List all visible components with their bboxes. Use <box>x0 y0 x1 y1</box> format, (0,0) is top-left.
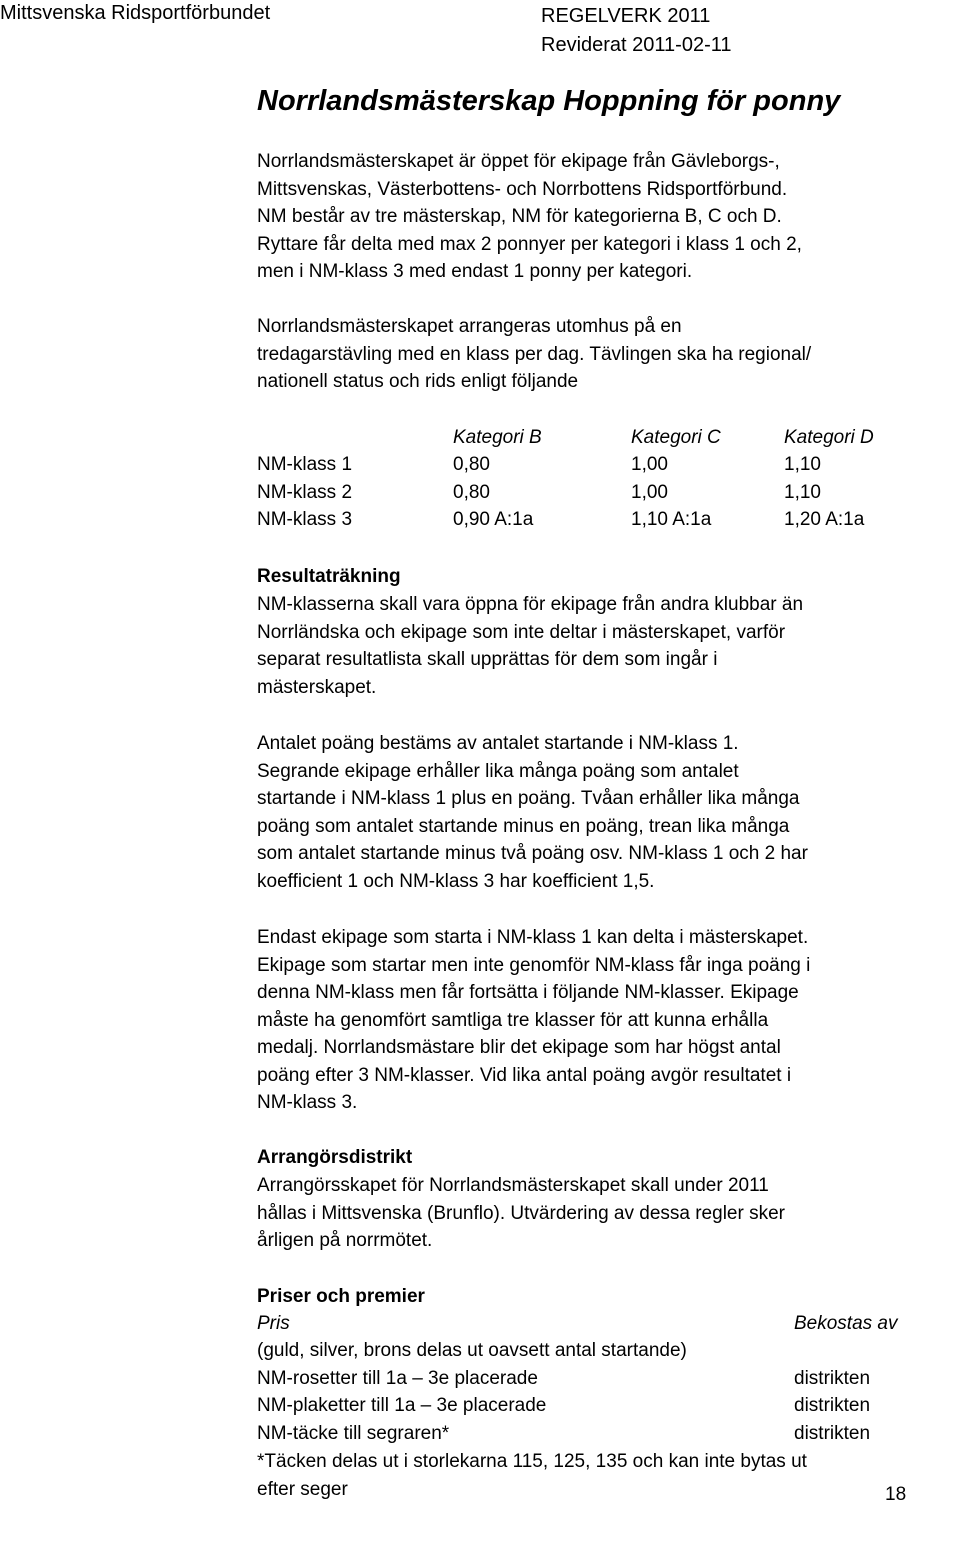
district-paragraph <box>257 1172 785 1255</box>
paid-by-cell: distrikten <box>794 1422 871 1444</box>
text-line: *Täcken delas ut i storlekarna 115, 125, 135 och kan inte bytas ut <box>257 1451 807 1472</box>
text-line: koefficient 1 och NM-klass 3 har koefficient 1,5. <box>257 870 655 892</box>
page-number: 18 <box>885 1484 907 1505</box>
text-line: Norrländska och ekipage som inte deltar i mästerskapet, varför <box>257 621 786 643</box>
text-line: Arrangörsskapet för Norrlandsmästerskapet skall under 2011 <box>257 1175 769 1196</box>
table-header-cell: Kategori D <box>784 426 874 448</box>
table-row <box>257 1365 898 1393</box>
table-cell: 0,90 A:1a <box>453 509 534 531</box>
text-line: Endast ekipage som starta i NM-klass 1 kan delta i mästerskapet. <box>257 927 809 948</box>
text-line: startande i NM-klass 1 plus en poäng. Tvåan erhåller lika många <box>257 788 800 809</box>
text-line: poäng som antalet startande minus en poäng, trean lika många <box>257 815 790 837</box>
table-row <box>257 452 874 480</box>
prize-cell: NM-täcke till segraren* <box>257 1422 450 1444</box>
table-cell: 1,20 A:1a <box>784 509 865 531</box>
text-line: efter seger <box>257 1478 348 1500</box>
table-cell: 1,00 <box>631 481 668 503</box>
prize-cell: NM-plaketter till 1a – 3e placerade <box>257 1395 547 1417</box>
text-line: Segrande ekipage erhåller lika många poäng som antalet <box>257 760 739 782</box>
table-header-row <box>257 1310 898 1338</box>
prize-cell: (guld, silver, brons delas ut oavsett antal startande) <box>257 1340 687 1362</box>
paid-by-cell: distrikten <box>794 1395 871 1417</box>
table-cell: 0,80 <box>453 454 490 476</box>
category-height-table <box>257 424 874 534</box>
text-line: medalj. Norrlandsmästare blir det ekipage som har högst antal <box>257 1037 781 1058</box>
table-cell: 1,10 <box>784 454 821 476</box>
prizes-heading: Priser och premier <box>257 1286 425 1307</box>
text-line: mästerskapet. <box>257 676 377 698</box>
table-cell: NM-klass 3 <box>257 509 353 531</box>
arrangement-paragraph <box>257 313 811 396</box>
text-line: hållas i Mittsvenska (Brunflo). Utvärdering av dessa regler sker <box>257 1202 785 1224</box>
text-line: Ekipage som startar men inte genomför NM-klass får inga poäng i <box>257 954 811 976</box>
table-header-cell: Kategori B <box>453 426 542 448</box>
paid-by-cell: distrikten <box>794 1367 871 1389</box>
text-line: Mittsvenskas, Västerbottens- och Norrbottens Ridsportförbund. <box>257 178 788 200</box>
results-heading: Resultaträkning <box>257 566 401 587</box>
text-line: måste ha genomfört samtliga tre klasser för att kunna erhålla <box>257 1009 769 1031</box>
table-row <box>257 1420 898 1448</box>
text-line: NM-klasserna skall vara öppna för ekipage från andra klubbar än <box>257 594 804 615</box>
header-right <box>541 2 732 60</box>
text-line: nationell status och rids enligt följande <box>257 371 579 392</box>
district-heading: Arrangörsdistrikt <box>257 1147 413 1168</box>
text-line: tredagarstävling med en klass per dag. Tävlingen ska ha regional/ <box>257 343 812 365</box>
text-line: Norrlandsmästerskapet arrangeras utomhus på en <box>257 316 682 337</box>
table-header-cell <box>257 424 453 452</box>
text-line: som antalet startande minus två poäng osv. NM-klass 1 och 2 har <box>257 843 808 864</box>
table-cell: 1,10 <box>784 481 821 503</box>
prizes-table <box>257 1310 898 1448</box>
table-header-row <box>257 424 874 452</box>
header-doc-title: REGELVERK 2011 <box>541 5 711 27</box>
text-line: årligen på norrmötet. <box>257 1230 433 1251</box>
text-line: separat resultatlista skall upprättas för dem som ingår i <box>257 649 718 670</box>
table-row <box>257 1393 898 1421</box>
table-cell: 1,10 A:1a <box>631 509 712 531</box>
text-line: men i NM-klass 3 med endast 1 ponny per kategori. <box>257 261 693 282</box>
results-paragraph-1 <box>257 591 803 701</box>
prizes-footnote <box>257 1448 807 1503</box>
text-line: Ryttare får delta med max 2 ponnyer per kategori i klass 1 och 2, <box>257 233 802 255</box>
table-header-cell: Kategori C <box>631 426 721 448</box>
table-row <box>257 507 874 535</box>
paid-by-column-header: Bekostas av <box>794 1312 898 1334</box>
table-cell: 1,00 <box>631 454 668 476</box>
text-line: NM-klass 3. <box>257 1092 358 1113</box>
table-row <box>257 479 874 507</box>
prize-cell: NM-rosetter till 1a – 3e placerade <box>257 1367 538 1389</box>
header-revised-date: Reviderat 2011-02-11 <box>541 34 732 56</box>
table-cell: 0,80 <box>453 481 490 503</box>
text-line: NM består av tre mästerskap, NM för kategorierna B, C och D. <box>257 206 782 227</box>
table-row <box>257 1338 898 1366</box>
text-line: Norrlandsmästerskapet är öppet för ekipage från Gävleborgs-, <box>257 151 780 172</box>
table-cell: NM-klass 2 <box>257 481 353 503</box>
prize-column-header: Pris <box>257 1312 290 1334</box>
header-org: Mittsvenska Ridsportförbundet <box>0 2 271 24</box>
intro-paragraph <box>257 148 802 286</box>
text-line: Antalet poäng bestäms av antalet startande i NM-klass 1. <box>257 733 739 754</box>
results-paragraph-2 <box>257 730 808 895</box>
paid-by-cell <box>794 1338 898 1366</box>
results-paragraph-3 <box>257 924 810 1117</box>
text-line: poäng efter 3 NM-klasser. Vid lika antal poäng avgör resultatet i <box>257 1064 792 1086</box>
text-line: denna NM-klass men får fortsätta i följande NM-klasser. Ekipage <box>257 982 799 1003</box>
table-cell: NM-klass 1 <box>257 454 353 476</box>
document-title: Norrlandsmästerskap Hoppning för ponny <box>257 85 841 117</box>
